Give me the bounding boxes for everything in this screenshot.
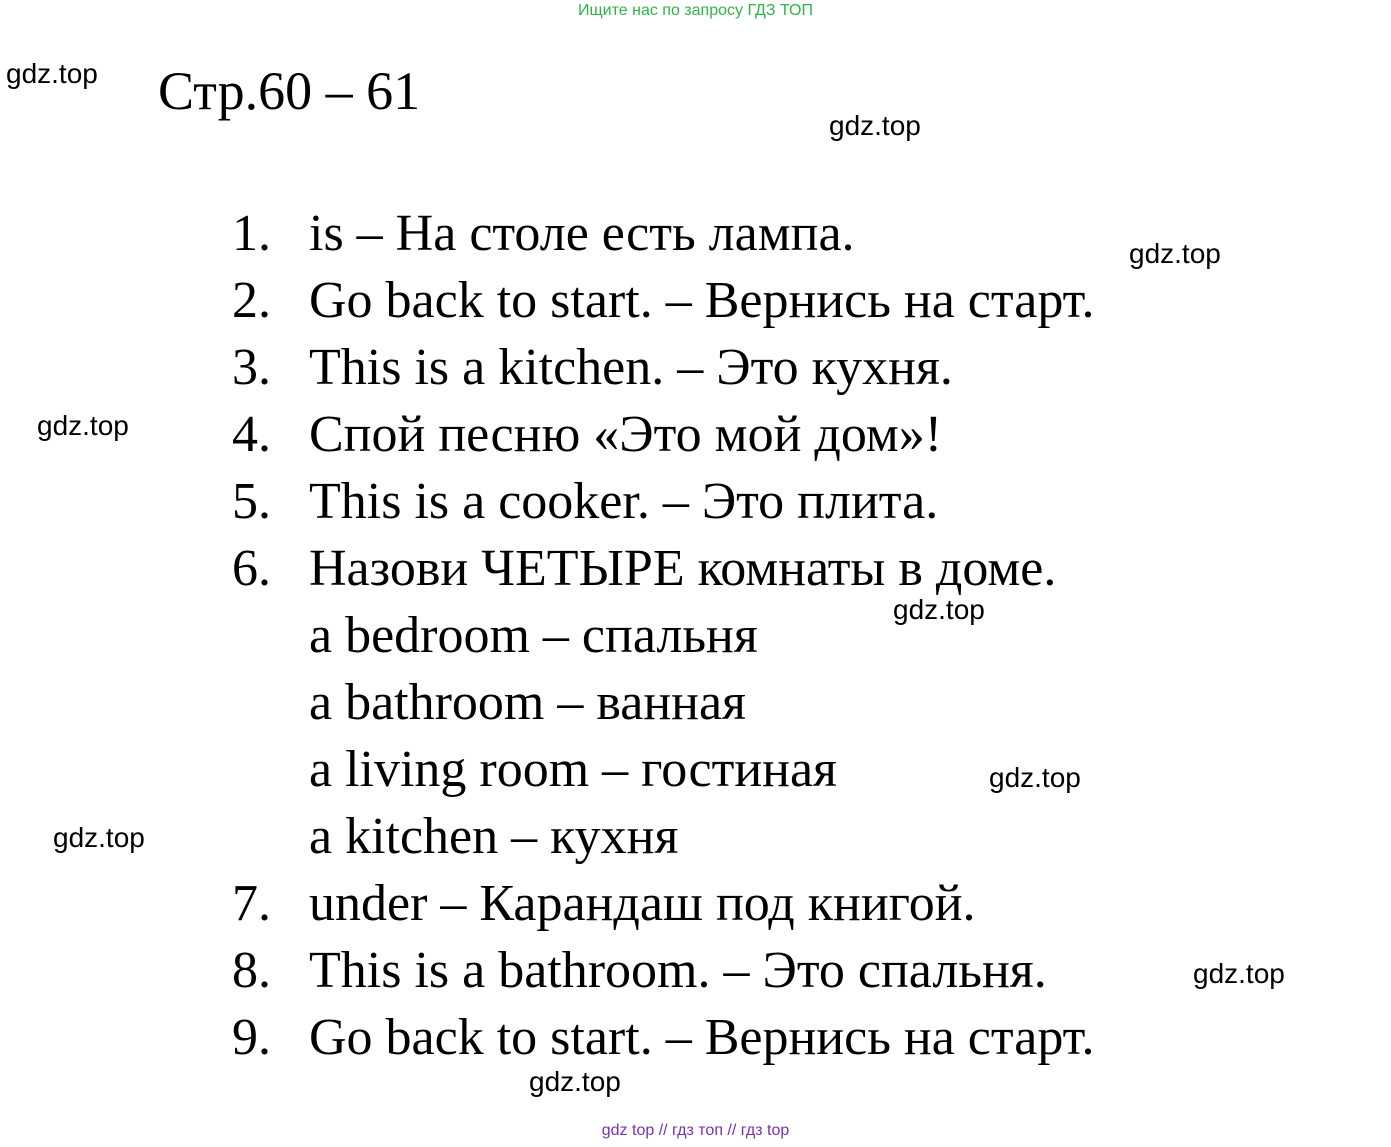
watermark: gdz.top [989, 762, 1081, 793]
watermark: gdz.top [6, 58, 98, 89]
item-number: 1. [232, 205, 271, 262]
item-text: Go back to start. – Вернись на старт. [309, 1009, 1095, 1066]
item-number: 8. [232, 942, 271, 999]
item-number: 6. [232, 540, 271, 597]
top-banner: Ищите нас по запросу ГДЗ ТОП [578, 2, 813, 19]
item-text: Спой песню «Это мой дом»! [309, 406, 943, 463]
watermark: gdz.top [529, 1066, 621, 1097]
item-text: a bathroom – ванная [309, 674, 746, 731]
item-text: Go back to start. – Вернись на старт. [309, 272, 1095, 329]
footer-links[interactable]: gdz top // гдз топ // гдз top [601, 1122, 790, 1139]
page-title: Стр.60 – 61 [158, 61, 421, 121]
item-number: 9. [232, 1009, 271, 1066]
item-text: a bedroom – спальня [309, 607, 758, 664]
item-number: 7. [232, 875, 271, 932]
item-text: This is a bathroom. – Это спальня. [309, 942, 1047, 999]
item-text: This is a cooker. – Это плита. [309, 473, 939, 530]
item-text: is – На столе есть лампа. [309, 205, 855, 262]
item-number: 4. [232, 406, 271, 463]
watermark: gdz.top [53, 822, 145, 853]
item-text: a living room – гостиная [309, 741, 837, 798]
item-number: 3. [232, 339, 271, 396]
item-text: Назови ЧЕТЫРЕ комнаты в доме. [309, 540, 1057, 597]
watermark: gdz.top [1193, 958, 1285, 989]
item-number: 5. [232, 473, 271, 530]
item-text: This is a kitchen. – Это кухня. [309, 339, 953, 396]
watermark: gdz.top [1129, 238, 1221, 269]
item-text: a kitchen – кухня [309, 808, 679, 865]
item-text: under – Карандаш под книгой. [309, 875, 976, 932]
watermark: gdz.top [37, 410, 129, 441]
watermark: gdz.top [829, 110, 921, 141]
watermark: gdz.top [893, 594, 985, 625]
item-number: 2. [232, 272, 271, 329]
